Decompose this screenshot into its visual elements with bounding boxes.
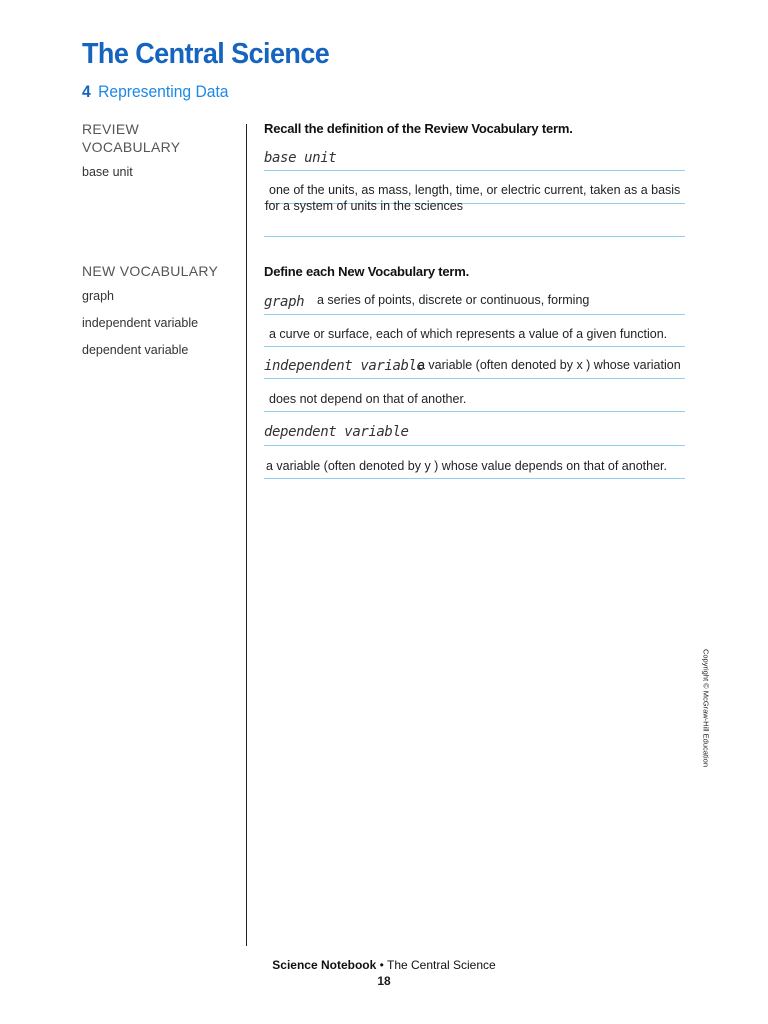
writing-line — [264, 346, 685, 347]
review-definition-line1: one of the units, as mass, length, time, or electric current, taken as a basis — [269, 183, 681, 197]
copyright-note: Copyright © McGraw-Hill Education — [701, 648, 711, 768]
footer-book-title: The Central Science — [386, 958, 496, 972]
independent-variable-definition-line1: a variable (often denoted by x ) whose variation — [418, 358, 681, 372]
review-vocabulary-heading-line2: VOCABULARY — [82, 139, 181, 155]
review-entry-term: base unit — [264, 150, 337, 166]
writing-line — [264, 445, 685, 446]
review-definition-line2: for a system of units in the sciences — [265, 199, 464, 213]
lesson-subtitle — [82, 82, 228, 102]
writing-line — [264, 378, 685, 379]
review-term-base-unit: base unit — [82, 165, 133, 179]
page-footer — [0, 958, 768, 972]
writing-line — [264, 236, 685, 237]
page-number: 18 — [377, 974, 391, 988]
page-title: The Central Science — [82, 38, 330, 70]
dependent-variable-entry-term: dependent variable — [264, 424, 409, 440]
new-vocabulary-heading: NEW VOCABULARY — [82, 263, 219, 279]
review-vocabulary-heading-line1: REVIEW — [82, 121, 140, 137]
lesson-title: Representing Data — [98, 82, 229, 101]
footer-separator: • — [379, 958, 384, 972]
independent-variable-entry-term: independent variable — [264, 358, 425, 374]
lesson-number: 4 — [82, 82, 91, 101]
new-term-dependent-variable: dependent variable — [82, 343, 189, 357]
new-vocabulary-sidebar — [82, 262, 232, 357]
new-instruction: Define each New Vocabulary term. — [264, 264, 470, 279]
dependent-variable-definition: a variable (often denoted by y ) whose value depends on that of another. — [266, 459, 667, 473]
review-instruction: Recall the definition of the Review Vocabulary term. — [264, 121, 573, 136]
writing-line — [264, 170, 685, 171]
writing-line — [264, 478, 685, 479]
independent-variable-definition-line2: does not depend on that of another. — [269, 392, 467, 406]
new-term-graph: graph — [82, 289, 114, 303]
graph-definition-line1: a series of points, discrete or continuous, forming — [317, 293, 590, 307]
column-divider — [246, 124, 247, 946]
graph-entry-term: graph — [264, 294, 305, 310]
writing-line — [264, 411, 685, 412]
writing-line — [264, 314, 685, 315]
graph-definition-line2: a curve or surface, each of which represents a value of a given function. — [269, 327, 668, 341]
footer-notebook: Science Notebook — [272, 958, 377, 972]
new-term-independent-variable: independent variable — [82, 316, 199, 330]
review-vocabulary-sidebar — [82, 120, 232, 179]
